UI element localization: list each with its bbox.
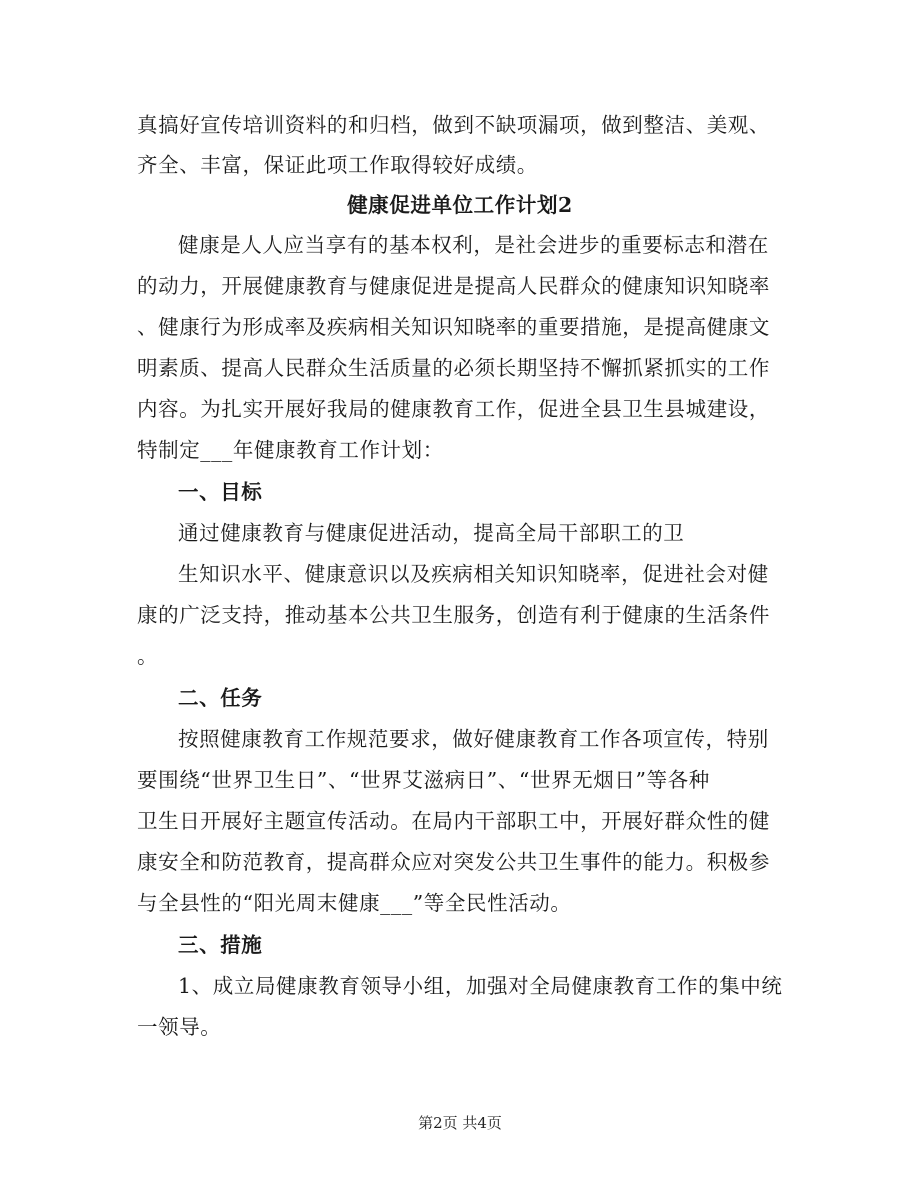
- paragraph-line: 通过健康教育与健康促进活动，提高全局干部职工的卫: [178, 521, 685, 545]
- paragraph-line: 特制定___年健康教育工作计划：: [137, 438, 444, 462]
- paragraph-line: 真搞好宣传培训资料的和归档，做到不缺项漏项，做到整洁、美观、: [137, 113, 770, 137]
- paragraph-line: 康的广泛支持，推动基本公共卫生服务，创造有利于健康的生活条件: [137, 603, 770, 627]
- page-footer: 第2页 共4页: [418, 1114, 502, 1132]
- paragraph-line: 的动力，开展健康教育与健康促进是提高人民群众的健康知识知晓率: [137, 274, 770, 298]
- paragraph-line: 要围绕“世界卫生日”、“世界艾滋病日”、“世界无烟日”等各种: [137, 768, 710, 792]
- document-title: 健康促进单位工作计划2: [347, 193, 573, 217]
- paragraph-line: 1、成立局健康教育领导小组，加强对全局健康教育工作的集中统: [178, 974, 783, 998]
- paragraph-line: 按照健康教育工作规范要求，做好健康教育工作各项宣传，特别: [178, 727, 769, 751]
- paragraph-line: 生知识水平、健康意识以及疾病相关知识知晓率，促进社会对健: [178, 562, 769, 586]
- paragraph-line: 健康是人人应当享有的基本权利，是社会进步的重要标志和潜在: [178, 233, 769, 257]
- paragraph-line: 与全县性的“阳光周末健康___”等全民性活动。: [137, 891, 572, 915]
- paragraph-line: 内容。为扎实开展好我局的健康教育工作，促进全县卫生县城建设，: [137, 397, 770, 421]
- paragraph-line: 明素质、提高人民群众生活质量的必须长期坚持不懈抓紧抓实的工作: [137, 356, 770, 380]
- paragraph-line: 。: [137, 644, 159, 668]
- paragraph-line: 康安全和防范教育，提高群众应对突发公共卫生事件的能力。积极参: [137, 850, 770, 874]
- paragraph-line: 、健康行为形成率及疾病相关知识知晓率的重要措施，是提高健康文: [137, 315, 770, 339]
- paragraph-line: 齐全、丰富，保证此项工作取得较好成绩。: [137, 153, 538, 177]
- section-heading-tasks: 二、任务: [178, 686, 263, 710]
- section-heading-goals: 一、目标: [178, 480, 263, 504]
- paragraph-line: 卫生日开展好主题宣传活动。在局内干部职工中，开展好群众性的健: [137, 809, 770, 833]
- paragraph-line: 一领导。: [137, 1015, 222, 1039]
- section-heading-measures: 三、措施: [178, 933, 263, 957]
